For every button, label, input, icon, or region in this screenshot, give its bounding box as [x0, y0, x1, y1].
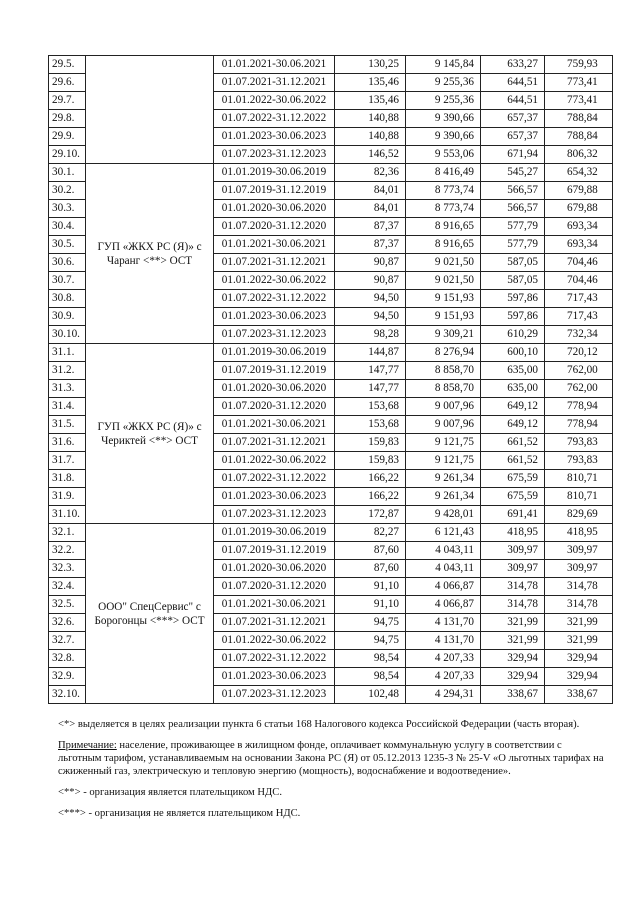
- cell-value-2: 9 021,50: [406, 272, 481, 290]
- cell-period: 01.07.2023-31.12.2023: [214, 326, 335, 344]
- table-row: [49, 56, 613, 74]
- cell-period: 01.07.2020-31.12.2020: [214, 578, 335, 596]
- cell-period: 01.07.2023-31.12.2023: [214, 146, 335, 164]
- cell-value-1: 153,68: [335, 398, 406, 416]
- cell-value-2: 8 858,70: [406, 362, 481, 380]
- cell-value-1: 87,60: [335, 542, 406, 560]
- cell-value-4: 788,84: [545, 110, 613, 128]
- cell-value-2: 4 043,11: [406, 542, 481, 560]
- cell-value-2: 9 255,36: [406, 74, 481, 92]
- cell-value-1: 82,27: [335, 524, 406, 542]
- cell-row-number: 32.7.: [49, 632, 86, 650]
- cell-period: 01.07.2021-31.12.2021: [214, 254, 335, 272]
- cell-value-4: 679,88: [545, 200, 613, 218]
- cell-row-number: 31.6.: [49, 434, 86, 452]
- cell-row-number: 32.1.: [49, 524, 86, 542]
- cell-period: 01.01.2021-30.06.2021: [214, 236, 335, 254]
- cell-value-4: 321,99: [545, 632, 613, 650]
- cell-organization: ГУП «ЖКХ РС (Я)» с Чериктей <**> ОСТ: [86, 344, 214, 524]
- cell-value-3: 566,57: [481, 182, 545, 200]
- cell-value-2: 8 773,74: [406, 182, 481, 200]
- cell-value-3: 597,86: [481, 308, 545, 326]
- cell-period: 01.01.2021-30.06.2021: [214, 596, 335, 614]
- cell-value-3: 633,27: [481, 56, 545, 74]
- cell-period: 01.01.2023-30.06.2023: [214, 128, 335, 146]
- cell-value-4: 418,95: [545, 524, 613, 542]
- remark-label: Примечание:: [58, 740, 117, 751]
- cell-value-1: 98,54: [335, 668, 406, 686]
- cell-value-1: 166,22: [335, 470, 406, 488]
- cell-value-4: 717,43: [545, 308, 613, 326]
- table-row: [49, 344, 613, 362]
- cell-value-1: 172,87: [335, 506, 406, 524]
- cell-value-3: 309,97: [481, 542, 545, 560]
- cell-value-4: 829,69: [545, 506, 613, 524]
- cell-value-1: 87,37: [335, 218, 406, 236]
- cell-row-number: 30.9.: [49, 308, 86, 326]
- cell-value-3: 329,94: [481, 668, 545, 686]
- cell-row-number: 31.9.: [49, 488, 86, 506]
- cell-row-number: 32.8.: [49, 650, 86, 668]
- cell-value-4: 314,78: [545, 578, 613, 596]
- cell-row-number: 31.5.: [49, 416, 86, 434]
- cell-value-1: 159,83: [335, 452, 406, 470]
- cell-row-number: 30.8.: [49, 290, 86, 308]
- tariff-table-body: [49, 56, 613, 704]
- cell-value-4: 810,71: [545, 488, 613, 506]
- cell-value-3: 635,00: [481, 380, 545, 398]
- cell-value-3: 657,37: [481, 128, 545, 146]
- table-row: [49, 524, 613, 542]
- cell-value-2: 9 145,84: [406, 56, 481, 74]
- cell-period: 01.07.2021-31.12.2021: [214, 434, 335, 452]
- cell-value-4: 693,34: [545, 236, 613, 254]
- cell-value-3: 635,00: [481, 362, 545, 380]
- cell-value-3: 675,59: [481, 470, 545, 488]
- cell-value-2: 9 151,93: [406, 290, 481, 308]
- cell-value-1: 135,46: [335, 74, 406, 92]
- cell-value-1: 84,01: [335, 200, 406, 218]
- cell-value-4: 704,46: [545, 254, 613, 272]
- cell-value-2: 4 066,87: [406, 578, 481, 596]
- cell-value-1: 147,77: [335, 380, 406, 398]
- cell-value-3: 675,59: [481, 488, 545, 506]
- cell-period: 01.01.2023-30.06.2023: [214, 488, 335, 506]
- cell-period: 01.07.2022-31.12.2022: [214, 110, 335, 128]
- cell-value-2: 9 121,75: [406, 452, 481, 470]
- cell-value-3: 314,78: [481, 596, 545, 614]
- cell-value-3: 587,05: [481, 254, 545, 272]
- cell-value-4: 704,46: [545, 272, 613, 290]
- cell-value-4: 309,97: [545, 560, 613, 578]
- cell-value-4: 773,41: [545, 92, 613, 110]
- cell-value-3: 644,51: [481, 92, 545, 110]
- cell-row-number: 30.10.: [49, 326, 86, 344]
- cell-value-4: 338,67: [545, 686, 613, 704]
- cell-value-3: 597,86: [481, 290, 545, 308]
- cell-value-4: 693,34: [545, 218, 613, 236]
- cell-value-1: 90,87: [335, 254, 406, 272]
- footnote-vat-payer: <**> - организация является плательщиком НДС.: [58, 787, 282, 798]
- cell-value-2: 9 007,96: [406, 416, 481, 434]
- cell-value-3: 649,12: [481, 398, 545, 416]
- cell-value-3: 644,51: [481, 74, 545, 92]
- cell-row-number: 31.8.: [49, 470, 86, 488]
- cell-value-4: 762,00: [545, 380, 613, 398]
- cell-row-number: 30.5.: [49, 236, 86, 254]
- cell-value-4: 778,94: [545, 398, 613, 416]
- cell-value-1: 159,83: [335, 434, 406, 452]
- cell-period: 01.07.2022-31.12.2022: [214, 290, 335, 308]
- cell-value-1: 146,52: [335, 146, 406, 164]
- cell-row-number: 29.5.: [49, 56, 86, 74]
- cell-value-3: 600,10: [481, 344, 545, 362]
- cell-value-2: 4 043,11: [406, 560, 481, 578]
- cell-period: 01.01.2022-30.06.2022: [214, 452, 335, 470]
- cell-value-3: 314,78: [481, 578, 545, 596]
- cell-row-number: 30.3.: [49, 200, 86, 218]
- cell-period: 01.07.2021-31.12.2021: [214, 74, 335, 92]
- cell-period: 01.01.2023-30.06.2023: [214, 668, 335, 686]
- cell-value-2: 9 261,34: [406, 488, 481, 506]
- cell-period: 01.01.2023-30.06.2023: [214, 308, 335, 326]
- cell-row-number: 30.4.: [49, 218, 86, 236]
- cell-value-3: 661,52: [481, 452, 545, 470]
- cell-value-4: 759,93: [545, 56, 613, 74]
- cell-value-2: 9 261,34: [406, 470, 481, 488]
- cell-value-2: 9 390,66: [406, 110, 481, 128]
- cell-value-1: 140,88: [335, 128, 406, 146]
- cell-row-number: 31.7.: [49, 452, 86, 470]
- cell-value-1: 90,87: [335, 272, 406, 290]
- cell-row-number: 29.10.: [49, 146, 86, 164]
- cell-period: 01.07.2022-31.12.2022: [214, 650, 335, 668]
- cell-value-3: 577,79: [481, 236, 545, 254]
- cell-period: 01.01.2021-30.06.2021: [214, 56, 335, 74]
- table-row: [49, 164, 613, 182]
- cell-value-3: 610,29: [481, 326, 545, 344]
- cell-row-number: 32.9.: [49, 668, 86, 686]
- cell-row-number: 31.3.: [49, 380, 86, 398]
- cell-value-2: 9 255,36: [406, 92, 481, 110]
- cell-period: 01.01.2021-30.06.2021: [214, 416, 335, 434]
- cell-period: 01.07.2022-31.12.2022: [214, 470, 335, 488]
- cell-value-1: 144,87: [335, 344, 406, 362]
- cell-value-1: 84,01: [335, 182, 406, 200]
- cell-value-2: 9 309,21: [406, 326, 481, 344]
- cell-period: 01.01.2022-30.06.2022: [214, 92, 335, 110]
- cell-period: 01.07.2021-31.12.2021: [214, 614, 335, 632]
- cell-period: 01.01.2019-30.06.2019: [214, 164, 335, 182]
- cell-period: 01.07.2020-31.12.2020: [214, 218, 335, 236]
- cell-value-4: 321,99: [545, 614, 613, 632]
- cell-value-4: 309,97: [545, 542, 613, 560]
- cell-value-2: 8 858,70: [406, 380, 481, 398]
- cell-row-number: 31.2.: [49, 362, 86, 380]
- cell-row-number: 30.6.: [49, 254, 86, 272]
- cell-row-number: 29.9.: [49, 128, 86, 146]
- cell-value-4: 810,71: [545, 470, 613, 488]
- cell-row-number: 31.1.: [49, 344, 86, 362]
- cell-value-4: 773,41: [545, 74, 613, 92]
- cell-row-number: 30.2.: [49, 182, 86, 200]
- cell-period: 01.07.2019-31.12.2019: [214, 542, 335, 560]
- cell-period: 01.01.2022-30.06.2022: [214, 272, 335, 290]
- cell-value-3: 545,27: [481, 164, 545, 182]
- cell-period: 01.07.2023-31.12.2023: [214, 506, 335, 524]
- cell-value-3: 671,94: [481, 146, 545, 164]
- cell-value-4: 720,12: [545, 344, 613, 362]
- tariff-table: [48, 55, 613, 704]
- cell-value-1: 135,46: [335, 92, 406, 110]
- cell-value-2: 4 131,70: [406, 632, 481, 650]
- cell-row-number: 31.4.: [49, 398, 86, 416]
- cell-value-4: 717,43: [545, 290, 613, 308]
- cell-value-3: 321,99: [481, 614, 545, 632]
- cell-value-2: 8 916,65: [406, 236, 481, 254]
- remark-text: население, проживающее в жилищном фонде, оплачивает коммунальную услугу в соответствии с льготным тарифом, устанавливаемым на основании Закона РС (Я) от 05.12.2013 1235-З № 25-V «О льготных тарифах на сжиженный газ, электрическую и тепловую энергию (мощность), водоснабжение и водоотведение».: [58, 740, 604, 777]
- footnote-vat-basis: <*> выделяется в целях реализации пункта 6 статьи 168 Налогового кодекса Российской Федерации (часть вторая).: [58, 719, 580, 730]
- cell-value-1: 140,88: [335, 110, 406, 128]
- cell-value-2: 8 416,49: [406, 164, 481, 182]
- cell-value-2: 4 207,33: [406, 668, 481, 686]
- cell-value-1: 153,68: [335, 416, 406, 434]
- cell-row-number: 29.6.: [49, 74, 86, 92]
- cell-row-number: 32.10.: [49, 686, 86, 704]
- cell-value-1: 130,25: [335, 56, 406, 74]
- cell-row-number: 30.7.: [49, 272, 86, 290]
- cell-value-3: 329,94: [481, 650, 545, 668]
- cell-period: 01.07.2019-31.12.2019: [214, 182, 335, 200]
- cell-value-4: 654,32: [545, 164, 613, 182]
- cell-value-1: 98,54: [335, 650, 406, 668]
- cell-value-2: 9 121,75: [406, 434, 481, 452]
- footnote-not-vat-payer: <***> - организация не является плательщиком НДС.: [58, 808, 301, 819]
- cell-row-number: 31.10.: [49, 506, 86, 524]
- cell-value-4: 788,84: [545, 128, 613, 146]
- cell-value-4: 762,00: [545, 362, 613, 380]
- cell-value-1: 91,10: [335, 578, 406, 596]
- cell-period: 01.01.2020-30.06.2020: [214, 200, 335, 218]
- cell-value-2: 9 428,01: [406, 506, 481, 524]
- cell-value-3: 566,57: [481, 200, 545, 218]
- cell-value-3: 587,05: [481, 272, 545, 290]
- cell-value-2: 9 390,66: [406, 128, 481, 146]
- cell-value-4: 793,83: [545, 452, 613, 470]
- cell-period: 01.01.2019-30.06.2019: [214, 344, 335, 362]
- cell-value-1: 102,48: [335, 686, 406, 704]
- cell-value-3: 657,37: [481, 110, 545, 128]
- cell-row-number: 30.1.: [49, 164, 86, 182]
- cell-value-3: 577,79: [481, 218, 545, 236]
- cell-value-3: 338,67: [481, 686, 545, 704]
- cell-value-2: 9 553,06: [406, 146, 481, 164]
- cell-period: 01.01.2020-30.06.2020: [214, 380, 335, 398]
- cell-value-3: 649,12: [481, 416, 545, 434]
- cell-value-4: 679,88: [545, 182, 613, 200]
- cell-value-3: 691,41: [481, 506, 545, 524]
- cell-value-1: 87,60: [335, 560, 406, 578]
- cell-row-number: 29.7.: [49, 92, 86, 110]
- cell-value-2: 8 773,74: [406, 200, 481, 218]
- cell-organization: ГУП «ЖКХ РС (Я)» с Чаранг <**> ОСТ: [86, 164, 214, 344]
- cell-value-4: 314,78: [545, 596, 613, 614]
- cell-row-number: 32.3.: [49, 560, 86, 578]
- cell-value-2: 4 207,33: [406, 650, 481, 668]
- cell-value-1: 94,75: [335, 614, 406, 632]
- cell-value-4: 329,94: [545, 650, 613, 668]
- cell-value-1: 94,75: [335, 632, 406, 650]
- cell-value-4: 806,32: [545, 146, 613, 164]
- cell-row-number: 32.4.: [49, 578, 86, 596]
- cell-row-number: 32.5.: [49, 596, 86, 614]
- cell-value-1: 98,28: [335, 326, 406, 344]
- cell-period: 01.07.2023-31.12.2023: [214, 686, 335, 704]
- cell-value-1: 91,10: [335, 596, 406, 614]
- cell-value-3: 661,52: [481, 434, 545, 452]
- cell-value-4: 329,94: [545, 668, 613, 686]
- cell-value-4: 732,34: [545, 326, 613, 344]
- cell-value-2: 9 007,96: [406, 398, 481, 416]
- cell-value-1: 94,50: [335, 308, 406, 326]
- cell-row-number: 32.6.: [49, 614, 86, 632]
- cell-value-1: 147,77: [335, 362, 406, 380]
- cell-period: 01.01.2019-30.06.2019: [214, 524, 335, 542]
- footnotes: [58, 718, 606, 828]
- cell-value-1: 82,36: [335, 164, 406, 182]
- cell-value-3: 309,97: [481, 560, 545, 578]
- cell-organization: ООО" СпецСервис" с Борогонцы <***> ОСТ: [86, 524, 214, 704]
- cell-value-1: 166,22: [335, 488, 406, 506]
- cell-value-4: 793,83: [545, 434, 613, 452]
- cell-value-3: 321,99: [481, 632, 545, 650]
- remark-paragraph: [58, 739, 606, 778]
- cell-value-2: 9 151,93: [406, 308, 481, 326]
- cell-value-2: 4 066,87: [406, 596, 481, 614]
- cell-period: 01.01.2022-30.06.2022: [214, 632, 335, 650]
- cell-period: 01.01.2020-30.06.2020: [214, 560, 335, 578]
- cell-value-1: 87,37: [335, 236, 406, 254]
- cell-value-2: 4 294,31: [406, 686, 481, 704]
- cell-value-1: 94,50: [335, 290, 406, 308]
- cell-value-3: 418,95: [481, 524, 545, 542]
- cell-row-number: 29.8.: [49, 110, 86, 128]
- cell-value-2: 8 916,65: [406, 218, 481, 236]
- cell-row-number: 32.2.: [49, 542, 86, 560]
- cell-period: 01.07.2019-31.12.2019: [214, 362, 335, 380]
- cell-value-2: 4 131,70: [406, 614, 481, 632]
- cell-value-2: 9 021,50: [406, 254, 481, 272]
- cell-value-4: 778,94: [545, 416, 613, 434]
- cell-value-2: 8 276,94: [406, 344, 481, 362]
- cell-period: 01.07.2020-31.12.2020: [214, 398, 335, 416]
- cell-organization: [86, 56, 214, 164]
- cell-value-2: 6 121,43: [406, 524, 481, 542]
